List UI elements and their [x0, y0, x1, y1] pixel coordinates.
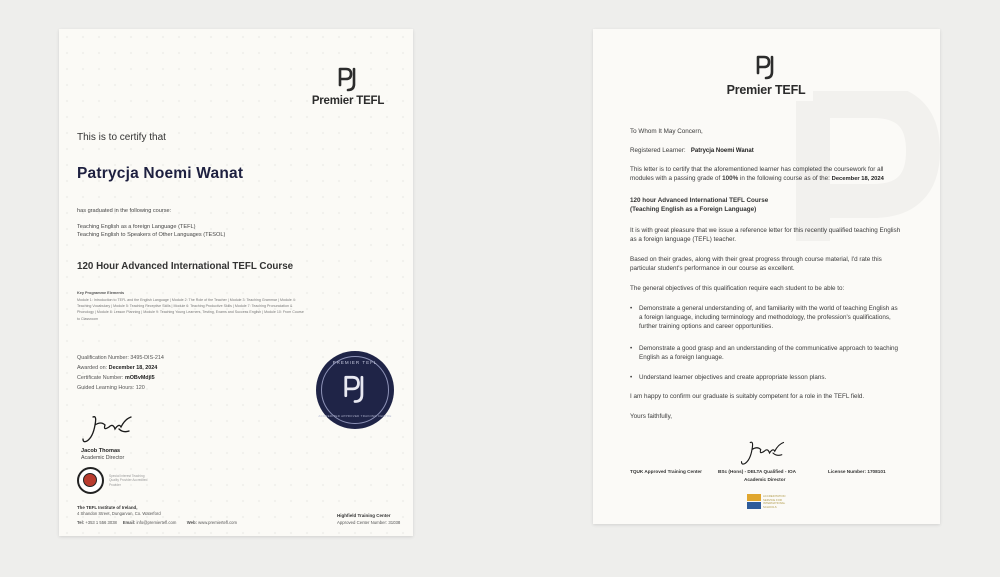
contact-line: [77, 520, 237, 525]
reference-letter-document: [593, 29, 940, 524]
detail-value: 120: [135, 385, 145, 391]
certificate-document: [59, 29, 413, 536]
salutation: To Whom It May Concern,: [630, 128, 703, 135]
certify-intro: This is to certify that: [77, 132, 166, 143]
web-label: Web:: [186, 520, 197, 525]
seal-top-text: PREMIER TEFL: [332, 360, 378, 365]
detail-value: mOBvMdjl5: [124, 375, 155, 381]
accreditation-seal: [316, 351, 394, 429]
para1-text-a: This letter is to certify that the aforementioned learner has completed the coursework for all modules with a passing grade of: [630, 166, 884, 182]
tel-value: +353 1 556 3038: [85, 520, 117, 525]
accreditation-badge-icon: [77, 467, 104, 494]
bullet-dot: •: [630, 305, 633, 312]
performance-paragraph: Based on their grades, along with their great progress through course material, I'd rate this particular student's performance in our course as excellent.: [630, 256, 882, 272]
passing-grade: 100%: [722, 174, 739, 182]
certification-paragraph: [630, 166, 902, 184]
detail-label: Awarded on:: [77, 365, 108, 371]
key-elements-body: Module 1: Introduction to TEFL and the English Language | Module 2: The Role of the Teacher | Module 3: Teaching Grammar | Module 4: Teaching Vocabulary | Module 5: Teaching Receptive Skills | Module 6: Teaching Productive Skills | Module 7: Teaching Pronunciation & Phonology | Module 8: Lesson Planning | Module 9: Teaching Young Learners, Testing, Exams and Success English | Module 10: From Course to Classroom: [77, 298, 304, 321]
completion-date: December 18, 2024: [831, 175, 884, 182]
brand-name: Premier TEFL: [726, 83, 806, 97]
certificate-number: [77, 375, 155, 381]
email-label: Email:: [122, 520, 136, 525]
seal-logo-icon: [340, 375, 370, 405]
key-elements-heading: Key Programme Elements: [77, 291, 125, 295]
badge-text: Special Interest Teaching Quality Provider Accredited Provider: [109, 474, 148, 487]
bullet-dot: •: [630, 374, 633, 381]
badge-bottom-block: [747, 502, 761, 509]
highfield-center: Highfield Training Center: [337, 513, 391, 518]
badge-inner: [83, 473, 97, 487]
premier-tefl-logo-icon: [337, 67, 359, 93]
course-line-1: Teaching English as a foreign Language (TEFL): [77, 224, 196, 230]
learner-name: Patrycja Noemi Wanat: [690, 148, 754, 154]
signature-icon: [79, 411, 143, 447]
detail-label: Qualification Number:: [77, 355, 129, 361]
registered-learner: [630, 147, 754, 156]
detail-label: Certificate Number:: [77, 375, 124, 381]
objective-list-item: [630, 345, 902, 363]
graduated-text: has graduated in the following course:: [77, 208, 172, 214]
objective-list-item: [630, 305, 902, 331]
director-title: Academic Director: [81, 455, 125, 461]
web-value: www.premiertefl.com: [198, 520, 237, 525]
seal-bottom-text: ACCREDITED APPROVED TRAINING CENTRE: [318, 414, 392, 418]
letter-course-line-2: (Teaching English as a Foreign Language): [630, 206, 757, 213]
objective-list-item: [630, 374, 902, 383]
reference-paragraph: It is with great pleasure that we issue a reference letter for this recently qualified teaching English as a foreign language (TEFL) teacher.: [630, 227, 901, 243]
institute-name: The TEFL Institute of Ireland,: [77, 505, 138, 510]
objectives-paragraph: The general objectives of this qualification require each student to be able to:: [630, 285, 845, 292]
badge-top-block: [747, 494, 761, 501]
qualification-number: [77, 355, 164, 361]
approved-centre-number: Approved Center Number: 31038: [337, 520, 401, 525]
detail-label: Guided Learning Hours:: [77, 385, 135, 391]
director-qualifications: BSc (Hons) - DELTA Qualified - IOA: [718, 469, 797, 474]
institute-address: 4 Shandon Street, Dungarvan, Co. Waterford: [77, 511, 161, 516]
awarded-on: [77, 365, 157, 371]
premier-tefl-logo-icon: [755, 55, 777, 81]
tquk-approved-center: TQUK Approved Training Center: [630, 469, 702, 474]
accreditation-badge-text: ACCREDITATION SERVICE FOR INTERNATIONAL SCHOOLS: [763, 494, 786, 509]
course-title: 120 Hour Advanced International TEFL Course: [77, 261, 294, 272]
letter-course-line-1: 120 hour Advanced International TEFL Course: [630, 197, 769, 204]
guided-learning-hours: [77, 385, 145, 391]
recipient-name: Patrycja Noemi Wanat: [77, 165, 244, 182]
learner-label: Registered Learner:: [630, 147, 686, 154]
confirmation-paragraph: I am happy to confirm our graduate is suitably competent for a role in the TEFL field.: [630, 393, 865, 400]
license-number: License Number: 1708101: [828, 469, 886, 474]
para1-text-b: in the following course as of the:: [738, 174, 832, 182]
email-value: info@premiertefl.com: [136, 520, 177, 525]
closing: Yours faithfully,: [630, 413, 673, 420]
brand-name: Premier TEFL: [311, 95, 385, 107]
director-title: Academic Director: [744, 477, 786, 482]
course-line-2: Teaching English to Speakers of Other Languages (TESOL): [77, 232, 226, 238]
director-name: Jacob Thomas: [81, 448, 121, 454]
letter-logo: [718, 55, 814, 97]
objective-text: Demonstrate a general understanding of, and familiarity with the world of teaching English as a foreign language, including terminology and methodology, the profession's qualifications, further training options and career opportunities.: [639, 305, 898, 330]
signature-icon: [738, 437, 794, 469]
detail-value: 3495-DIS-214: [130, 355, 164, 361]
detail-value: December 18, 2024: [108, 365, 158, 371]
asic-accreditation-icon: [747, 494, 761, 509]
objective-text: Demonstrate a good grasp and an understanding of the communicative approach to teaching English as a foreign language.: [639, 345, 899, 361]
tel-label: Tel:: [77, 520, 85, 525]
bullet-dot: •: [630, 345, 633, 352]
objective-text: Understand learner objectives and create appropriate lesson plans.: [639, 374, 827, 381]
certificate-logo: [305, 67, 391, 107]
